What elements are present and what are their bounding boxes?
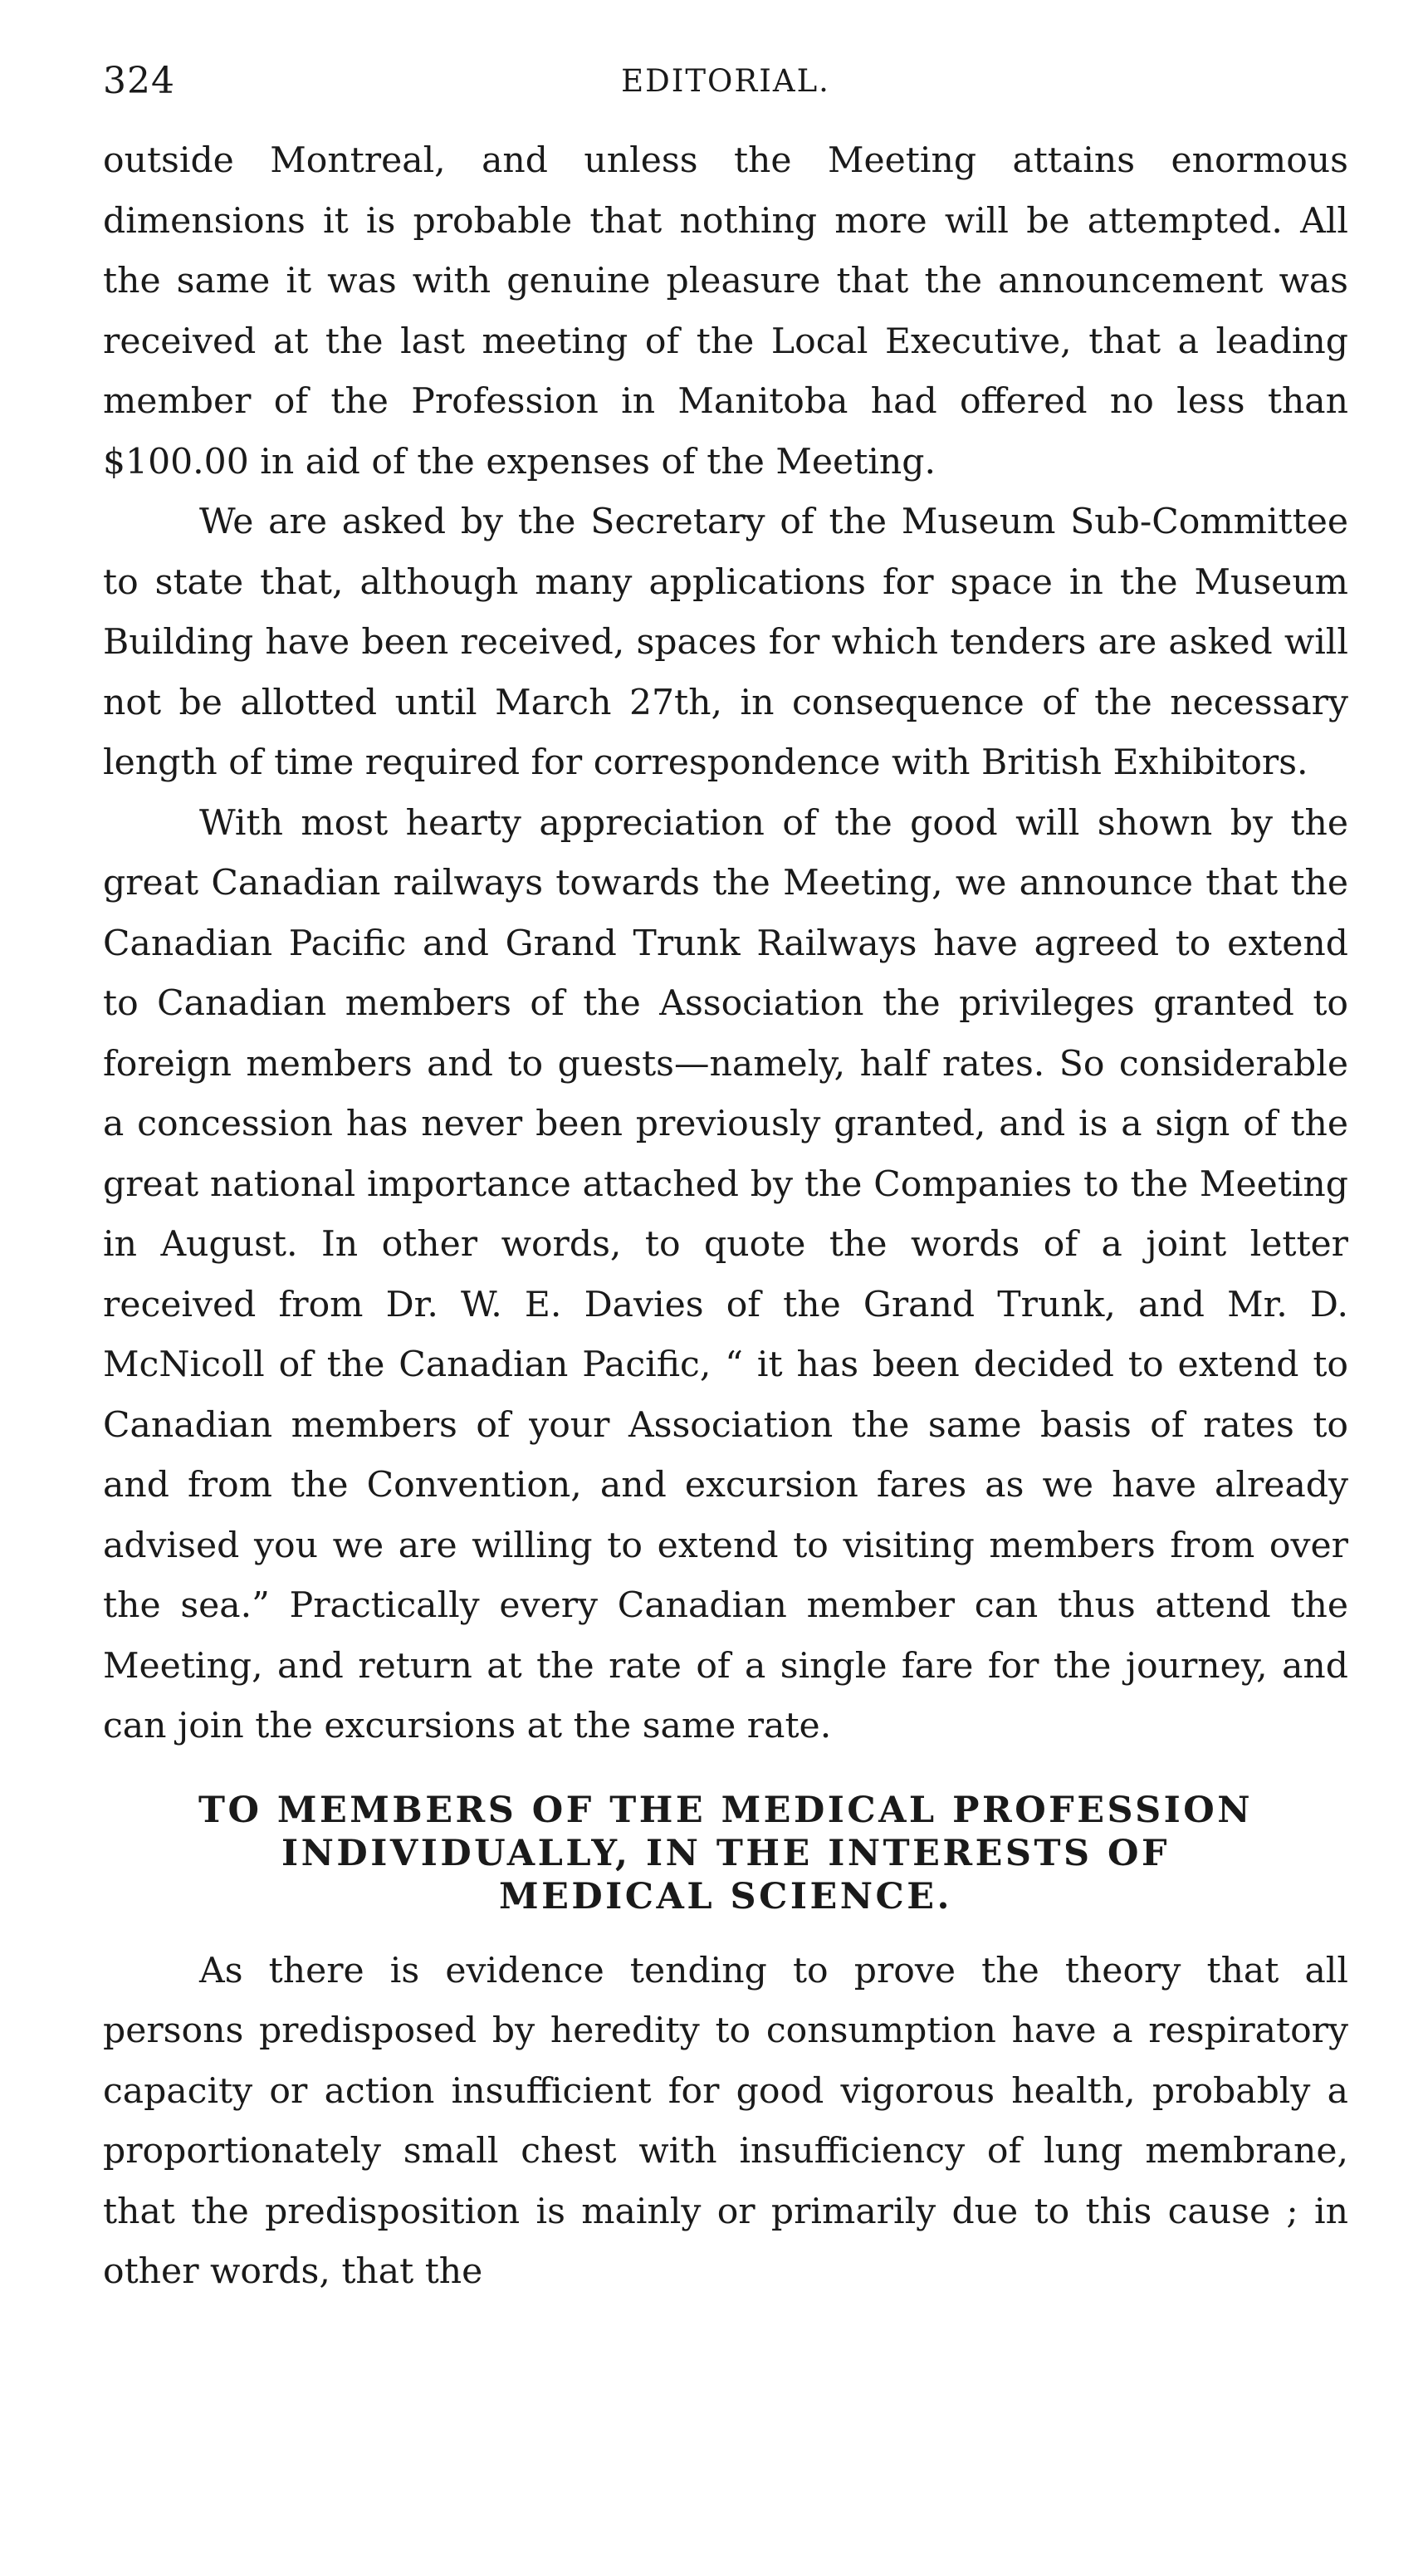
running-head: EDITORIAL. (621, 63, 830, 99)
page-header (103, 50, 1348, 120)
paragraph: We are asked by the Secretary of the Museum Sub-Committee to state that, although many applications for space in the Museum Building have been received, spaces for which tenders are asked will not be allotted until March 27th, in consequence of the necessary length of time required for correspondence with British Exhibitors. (103, 502, 1348, 783)
paragraph: As there is evidence tending to prove the theory that all persons predisposed by heredity to consumption have a respiratory capacity or action insufficient for good vigorous health, probably a proportionately small chest with insufficiency of lung membrane, that the predisposition is mainly or primarily due to this cause ; in other words, that the (103, 1950, 1348, 2292)
paragraph: With most hearty appreciation of the good will shown by the great Canadian railways towards the Meeting, we announce that the Canadian Pacific and Grand Trunk Railways have agreed to extend to Canadian members of the Association the privileges granted to foreign members and to guests—namely, half rates. So considerable a concession has never been previously granted, and is a sign of the great national importance attached by the Companies to the Meeting in August. In other words, to quote the words of a joint letter received from Dr. W. E. Davies of the Grand Trunk, and Mr. D. McNicoll of the Canadian Pacific, “ it has been decided to extend to Canadian members of your Association the same basis of rates to and from the Convention, and excursion fares as we have already advised you we are willing to extend to visiting members from over the sea.” Practically every Canadian member can thus attend the Meeting, and return at the rate of a single fare for the journey, and can join the excursions at the same rate. (103, 802, 1348, 1746)
section-heading-line: TO MEMBERS OF THE MEDICAL PROFESSION (198, 1789, 1254, 1831)
section-heading-line: MEDICAL SCIENCE. (498, 1875, 952, 1917)
page-number: 324 (103, 60, 175, 102)
article-body (103, 131, 1348, 2303)
section-heading (103, 1789, 1348, 1918)
section-heading-line: INDIVIDUALLY, IN THE INTERESTS OF (281, 1832, 1170, 1874)
paragraph: outside Montreal, and unless the Meeting attains enormous dimensions it is probable that nothing more will be attempted. All the same it was with genuine pleasure that the announcement was received at the last meeting of the Local Executive, that a leading member of the Profession in Manitoba had offered no less than $100.00 in aid of the expenses of the Meeting. (103, 140, 1348, 482)
